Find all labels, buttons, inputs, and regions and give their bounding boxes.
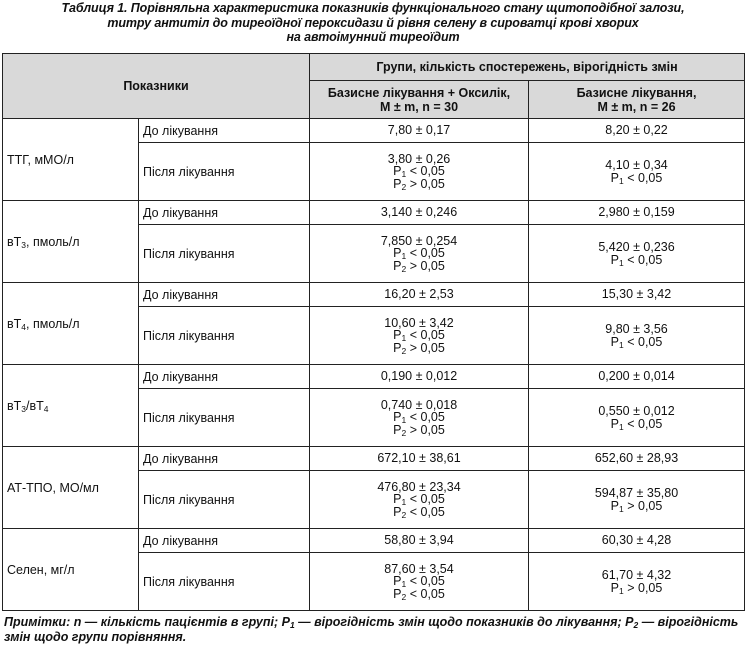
header-groups: Групи, кількість спостережень, вірогідність змін	[310, 54, 745, 81]
value-cell	[529, 471, 745, 529]
value-cell: 652,60 ± 28,93	[529, 447, 745, 471]
value-cell	[529, 307, 745, 365]
p1-stat: $P_1 > 0,05$	[610, 498, 663, 514]
p1-stat: $P_1 < 0,05$	[610, 252, 663, 268]
header-group-1-line-1: Базисне лікування + Оксилік,	[327, 85, 511, 100]
value-mean: 0,550 ± 0,012	[598, 404, 675, 418]
indicator-selenium: Селен, мг/л	[3, 529, 139, 611]
value-cell: 2,980 ± 0,159	[529, 201, 745, 225]
p1-stat: $P_1 < 0,05$	[393, 246, 445, 262]
value-cell	[310, 143, 529, 201]
p1-stat: $P_1 < 0,05$	[393, 328, 445, 344]
header-group-2-line-2: M ± m, n = 26	[597, 99, 676, 114]
value-cell: 16,20 ± 2,53	[310, 283, 529, 307]
table-row	[3, 365, 745, 389]
phase-after: Після лікування	[139, 553, 310, 611]
value-cell: 3,140 ± 0,246	[310, 201, 529, 225]
value-cell: 0,190 ± 0,012	[310, 365, 529, 389]
value-cell	[310, 389, 529, 447]
note-part-2: — вірогідність змін щодо показників до лікування; P	[294, 615, 634, 629]
phase-before: До лікування	[139, 283, 310, 307]
value-mean: 61,70 ± 4,32	[601, 568, 672, 582]
table-row	[3, 119, 745, 143]
table-row	[3, 529, 745, 553]
value-cell: 7,80 ± 0,17	[310, 119, 529, 143]
p1-stat: $P_1 < 0,05$	[393, 492, 445, 508]
phase-after: Після лікування	[139, 143, 310, 201]
table-note	[4, 615, 742, 645]
value-cell: 0,200 ± 0,014	[529, 365, 745, 389]
p2-stat: $P_2 > 0,05$	[393, 340, 445, 356]
value-cell: 60,30 ± 4,28	[529, 529, 745, 553]
value-mean: 87,60 ± 3,54	[384, 561, 454, 576]
value-cell	[529, 225, 745, 283]
value-mean: 0,740 ± 0,018	[380, 397, 458, 412]
header-indicators: Показники	[3, 54, 310, 119]
p1-stat: $P_1 < 0,05$	[610, 416, 663, 432]
indicator-tsh: ТТГ, мМО/л	[3, 119, 139, 201]
p2-stat: $P_2 > 0,05$	[393, 176, 445, 192]
value-cell	[310, 553, 529, 611]
header-group-2	[529, 81, 745, 119]
p1-stat: $P_1 < 0,05$	[393, 574, 445, 590]
value-mean: 4,10 ± 0,34	[605, 158, 668, 172]
header-group-1-line-2: M ± m, n = 30	[379, 99, 459, 114]
results-table	[2, 53, 745, 611]
value-mean: 594,87 ± 35,80	[594, 486, 679, 500]
value-cell	[529, 389, 745, 447]
value-cell: 672,10 ± 38,61	[310, 447, 529, 471]
value-cell: 15,30 ± 3,42	[529, 283, 745, 307]
indicator-ft3-ft4-ratio: $вТ_3/вТ_4$	[3, 365, 139, 447]
value-cell	[310, 225, 529, 283]
phase-before: До лікування	[139, 365, 310, 389]
value-cell	[310, 471, 529, 529]
caption-line-3: на автоімунний тиреоїдит	[286, 30, 460, 44]
p1-stat: $P_1 < 0,05$	[393, 410, 445, 426]
table-row	[3, 283, 745, 307]
caption-line-1: Таблиця 1. Порівняльна характеристика показників функціонального стану щитоподібної залози,	[61, 1, 685, 15]
table-row	[3, 447, 745, 471]
p2-stat: $P_2 > 0,05$	[393, 258, 445, 274]
phase-after: Після лікування	[139, 307, 310, 365]
phase-before: До лікування	[139, 447, 310, 471]
p2-stat: $P_2 > 0,05$	[393, 422, 445, 438]
indicator-ft3: $вТ_3$, пмоль/л	[3, 201, 139, 283]
p1-stat: $P_1 < 0,05$	[393, 164, 445, 180]
value-mean: 5,420 ± 0,236	[598, 240, 675, 254]
table-row	[3, 201, 745, 225]
value-cell	[529, 553, 745, 611]
p2-stat: $P_2 < 0,05$	[393, 586, 445, 602]
header-group-1	[310, 81, 529, 119]
p2-stat: $P_2 < 0,05$	[393, 504, 445, 520]
phase-before: До лікування	[139, 201, 310, 225]
indicator-anti-tpo: АТ-ТПО, МО/мл	[3, 447, 139, 529]
value-cell	[529, 143, 745, 201]
note-part-3: — вірогідність змін щодо групи порівняння.	[4, 615, 739, 644]
phase-after: Після лікування	[139, 225, 310, 283]
table-caption	[4, 1, 742, 45]
note-sub-2: 2	[633, 620, 639, 630]
caption-line-2: титру антитіл до тиреоїдної пероксидази й рівня селену в сироватці крові хворих	[107, 15, 639, 30]
p1-stat: $P_1 > 0,05$	[610, 580, 663, 596]
value-cell: 58,80 ± 3,94	[310, 529, 529, 553]
phase-before: До лікування	[139, 529, 310, 553]
p1-stat: $P_1 < 0,05$	[610, 334, 663, 350]
value-mean: 9,80 ± 3,56	[605, 322, 668, 336]
value-mean: 476,80 ± 23,34	[377, 479, 461, 494]
p1-stat: $P_1 < 0,05$	[610, 170, 663, 186]
value-mean: 7,850 ± 0,254	[380, 233, 458, 248]
value-mean: 10,60 ± 3,42	[384, 315, 454, 330]
value-cell: 8,20 ± 0,22	[529, 119, 745, 143]
note-sub-1: 1	[289, 620, 295, 630]
indicator-ft4: $вТ_4$, пмоль/л	[3, 283, 139, 365]
note-part-1: Примітки: n — кількість пацієнтів в групі; P	[4, 615, 290, 629]
value-cell	[310, 307, 529, 365]
header-group-2-line-1: Базисне лікування,	[576, 85, 697, 100]
phase-before: До лікування	[139, 119, 310, 143]
value-mean: 3,80 ± 0,26	[387, 151, 451, 166]
phase-after: Після лікування	[139, 471, 310, 529]
phase-after: Після лікування	[139, 389, 310, 447]
